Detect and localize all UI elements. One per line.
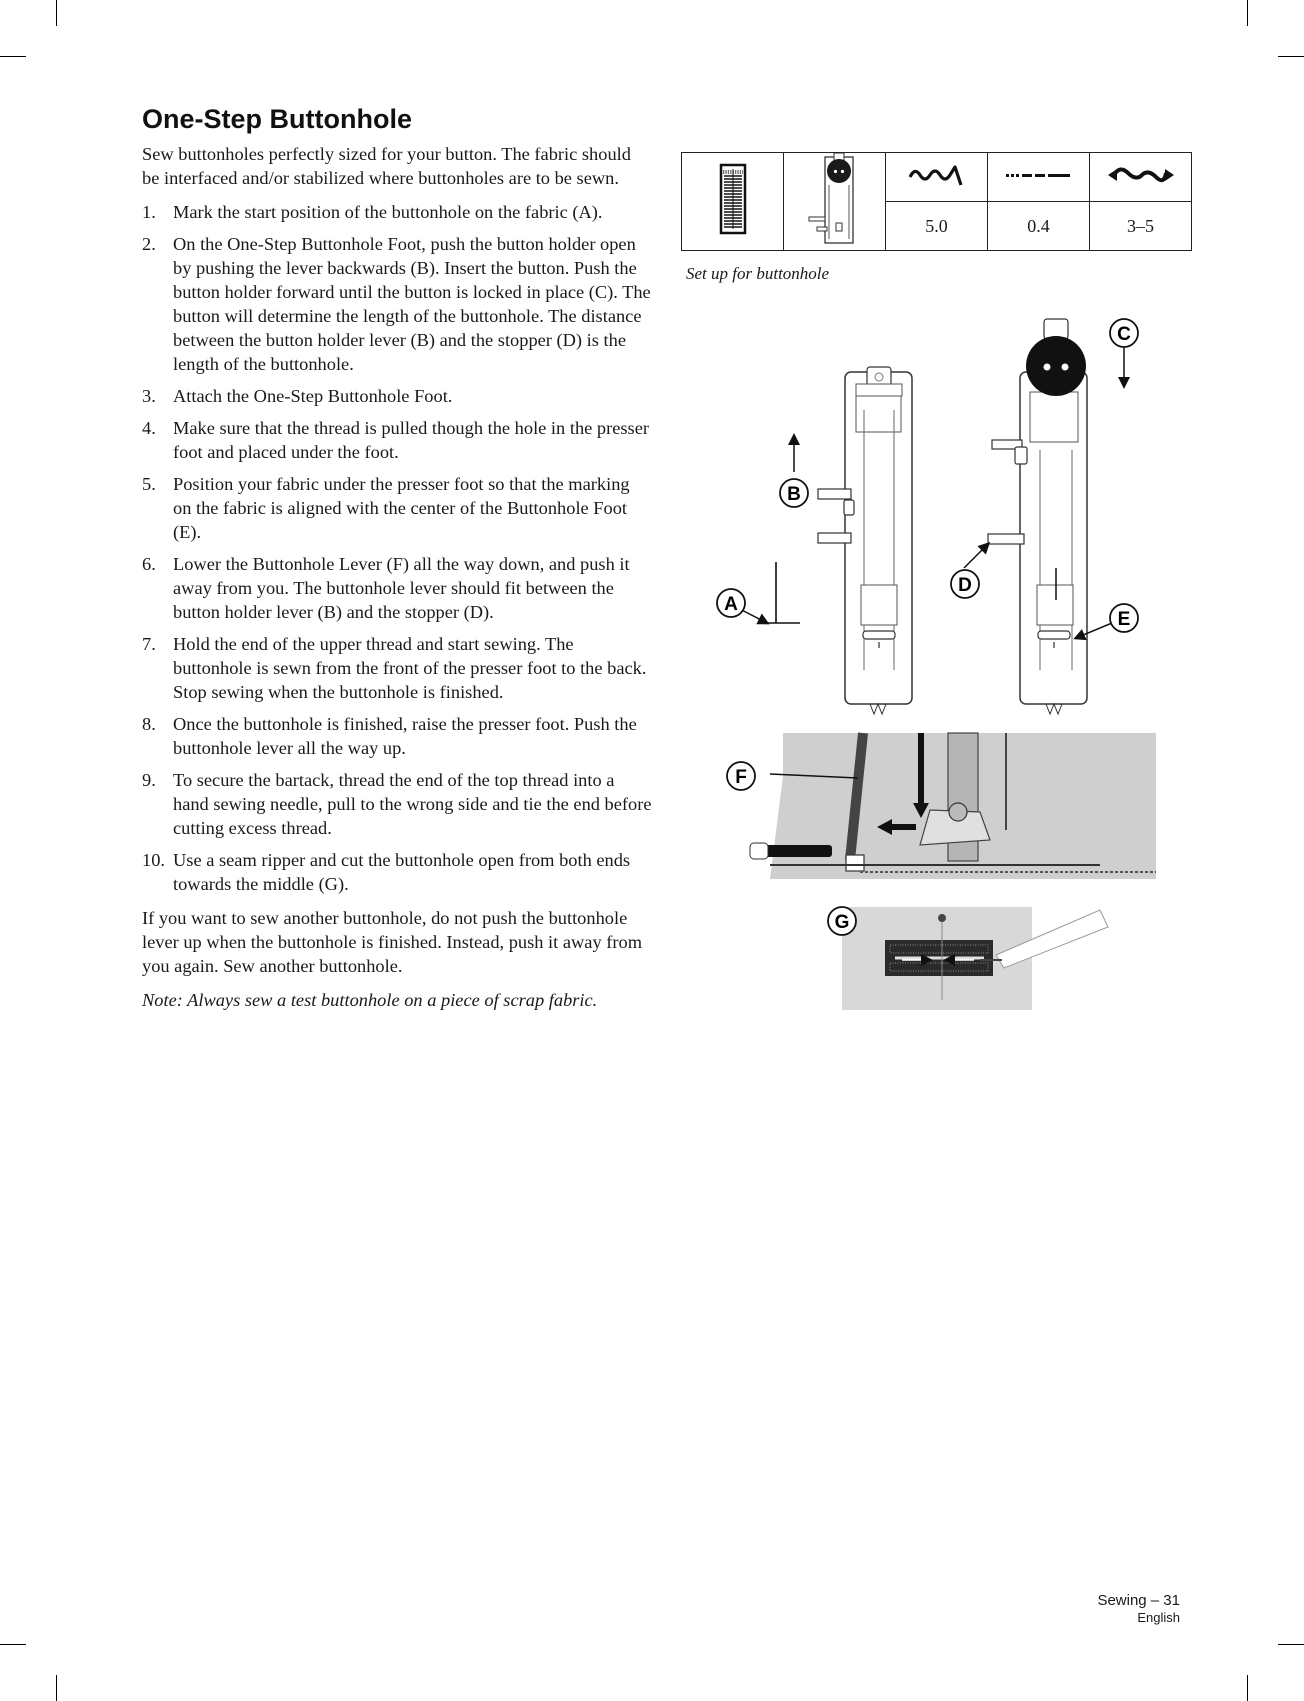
step-text: Once the buttonhole is finished, raise the presser foot. Push the buttonhole lever all the way up.: [173, 714, 637, 758]
thread-tension-value: 3–5: [1090, 202, 1192, 251]
label-e-text: E: [1117, 609, 1131, 630]
step-number: 6.: [142, 554, 156, 574]
label-g-text: G: [834, 912, 850, 933]
label-b-text: B: [787, 484, 801, 505]
list-item: [142, 848, 652, 896]
step-number: 10.: [142, 850, 165, 870]
page-footer: [1097, 1592, 1180, 1625]
stitch-width-icon: [907, 161, 967, 189]
step-number: 5.: [142, 474, 156, 494]
step-text: On the One-Step Buttonhole Foot, push the button holder open by pushing the lever backwards (B). Insert the button. Push the button holder forward until the button is locked in place (C). The button will determine the length of the buttonhole. The distance between the button holder lever (B) and the stopper (D) is the length of the buttonhole.: [173, 234, 651, 374]
step-text: Use a seam ripper and cut the buttonhole open from both ends towards the middle (G).: [173, 850, 631, 894]
seam-ripper-photo: [842, 907, 1108, 1010]
list-item: [142, 712, 652, 760]
step-number: 3.: [142, 386, 156, 406]
step-number: 1.: [142, 202, 156, 222]
step-text: Hold the end of the upper thread and start sewing. The buttonhole is sewn from the front of the presser foot to the back. Stop sewing when the buttonhole is finished.: [173, 634, 647, 702]
callout-label-a: [717, 589, 745, 617]
thread-tension-icon: [1106, 161, 1176, 189]
setup-table: [681, 152, 1192, 251]
step-number: 2.: [142, 234, 156, 254]
buttonhole-lever-photo: [750, 733, 1156, 879]
buttonhole-stitch-icon: [718, 163, 748, 235]
stitch-length-icon: [1004, 165, 1074, 185]
buttonhole-foot-icon: [805, 153, 865, 245]
list-item: [142, 632, 652, 704]
setup-cell-foot: [784, 153, 886, 251]
step-text: Make sure that the thread is pulled though the hole in the presser foot and placed under the foot.: [173, 418, 649, 462]
setup-cell-stitch: [682, 153, 784, 251]
label-d-text: D: [958, 575, 972, 596]
list-item: [142, 232, 652, 376]
instructions-column: [142, 142, 652, 1022]
callout-label-e: [1110, 604, 1138, 632]
step-number: 8.: [142, 714, 156, 734]
step-number: 7.: [142, 634, 156, 654]
page-number: Sewing – 31: [1097, 1592, 1180, 1609]
steps-list: [142, 200, 652, 896]
list-item: [142, 552, 652, 624]
label-a-text: A: [724, 594, 738, 615]
presser-foot-with-button: [988, 319, 1087, 714]
callout-label-b: [780, 479, 808, 507]
callout-label-d: [951, 570, 979, 598]
stitch-length-value: 0.4: [988, 202, 1090, 251]
step-text: Mark the start position of the buttonhole on the fabric (A).: [173, 202, 603, 222]
step-text: Lower the Buttonhole Lever (F) all the way down, and push it away from you. The buttonhole lever should fit between the button holder lever (B) and the stopper (D).: [173, 554, 630, 622]
note: Note: Always sew a test buttonhole on a piece of scrap fabric.: [142, 990, 598, 1010]
list-item: [142, 768, 652, 840]
stitch-width-value: 5.0: [886, 202, 988, 251]
label-c-text: C: [1117, 324, 1131, 345]
table-caption: Set up for buttonhole: [686, 264, 830, 283]
step-number: 9.: [142, 770, 156, 790]
list-item: [142, 416, 652, 464]
after-paragraph: If you want to sew another buttonhole, do not push the buttonhole lever up when the buttonhole is finished. Instead, push it away from you again. Sew another buttonhole.: [142, 908, 643, 976]
callout-label-g: [828, 907, 856, 935]
stitch-width-icon-cell: [886, 153, 988, 202]
intro-paragraph: Sew buttonholes perfectly sized for your button. The fabric should be interfaced and/or stabilized where buttonholes are to be sewn.: [142, 144, 631, 188]
stitch-length-icon-cell: [988, 153, 1090, 202]
buttonhole-illustration: [680, 300, 1200, 1020]
label-f-text: F: [735, 767, 747, 788]
language-label: English: [1137, 1610, 1180, 1625]
list-item: [142, 384, 652, 408]
callout-label-f: [727, 762, 755, 790]
thread-tension-icon-cell: [1090, 153, 1192, 202]
presser-foot-open: [818, 367, 912, 714]
page-title: One-Step Buttonhole: [142, 104, 412, 134]
step-text: Attach the One-Step Buttonhole Foot.: [173, 386, 453, 406]
list-item: [142, 472, 652, 544]
list-item: [142, 200, 652, 224]
step-text: To secure the bartack, thread the end of the top thread into a hand sewing needle, pull to the wrong side and tie the end before cutting excess thread.: [173, 770, 652, 838]
step-text: Position your fabric under the presser foot so that the marking on the fabric is aligned with the center of the Buttonhole Foot (E).: [173, 474, 630, 542]
callout-label-c: [1110, 319, 1138, 347]
step-number: 4.: [142, 418, 156, 438]
fabric-marking: [760, 562, 800, 623]
